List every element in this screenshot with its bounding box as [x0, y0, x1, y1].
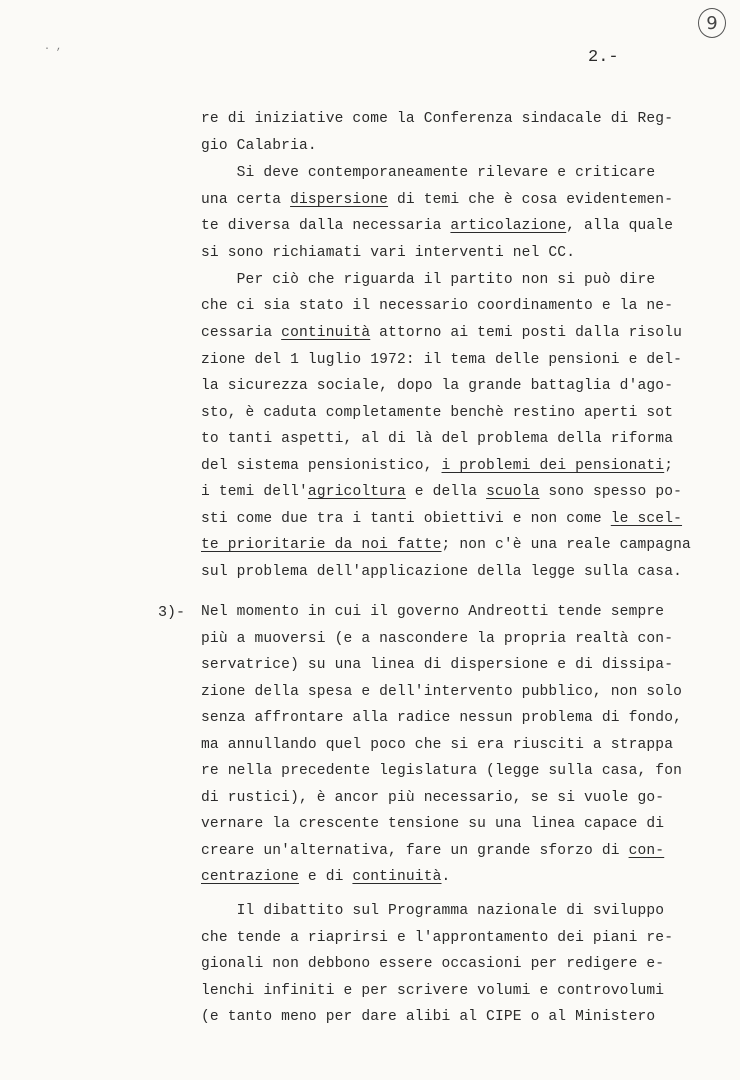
- text-line: te diversa dalla necessaria articolazione, alla quale: [201, 218, 674, 234]
- text-line: creare un'alternativa, fare un grande sforzo di con-: [201, 843, 665, 859]
- text-line: ma annullando quel poco che si era riusciti a strappa: [201, 737, 674, 753]
- text-line: Il dibattito sul Programma nazionale di sviluppo: [201, 903, 665, 919]
- text-line: che ci sia stato il necessario coordinamento e la ne-: [201, 298, 674, 314]
- text-line: sul problema dell'applicazione della legge sulla casa.: [201, 564, 683, 580]
- scan-specks: . ,: [44, 42, 63, 53]
- text-line: più a muoversi (e a nascondere la propria realtà con-: [201, 631, 674, 647]
- text-line: Si deve contemporaneamente rilevare e criticare: [201, 165, 656, 181]
- text-line: senza affrontare alla radice nessun problema di fondo,: [201, 710, 683, 726]
- text-line: di rustici), è ancor più necessario, se si vuole go-: [201, 790, 665, 806]
- text-line: to tanti aspetti, al di là del problema della riforma: [201, 431, 674, 447]
- text-line: si sono richiamati vari interventi nel CC.: [201, 245, 576, 261]
- section-number: 3)-: [158, 604, 186, 621]
- page-number: 2.-: [588, 48, 619, 67]
- text-line: zione della spesa e dell'intervento pubblico, non solo: [201, 684, 683, 700]
- text-line: sto, è caduta completamente benchè restino aperti sot: [201, 405, 674, 421]
- text-line: una certa dispersione di temi che è cosa evidentemen-: [201, 192, 674, 208]
- text-line: zione del 1 luglio 1972: il tema delle pensioni e del-: [201, 352, 683, 368]
- text-line: lenchi infiniti e per scrivere volumi e controvolumi: [201, 983, 665, 999]
- text-line: che tende a riaprirsi e l'approntamento dei piani re-: [201, 930, 674, 946]
- text-line: la sicurezza sociale, dopo la grande battaglia d'ago-: [201, 378, 674, 394]
- text-line: gionali non debbono essere occasioni per redigere e-: [201, 956, 665, 972]
- text-line: (e tanto meno per dare alibi al CIPE o al Ministero: [201, 1009, 656, 1025]
- text-line: centrazione e di continuità.: [201, 869, 451, 885]
- text-line: Nel momento in cui il governo Andreotti tende sempre: [201, 604, 665, 620]
- text-line: cessaria continuità attorno ai temi posti dalla risolu: [201, 325, 683, 341]
- text-line: gio Calabria.: [201, 138, 317, 154]
- text-line: servatrice) su una linea di dispersione e di dissipa-: [201, 657, 674, 673]
- text-line: re di iniziative come la Conferenza sindacale di Reg-: [201, 111, 674, 127]
- text-line: del sistema pensionistico, i problemi dei pensionati;: [201, 458, 674, 474]
- archive-page-number: 9: [698, 8, 726, 38]
- text-line: re nella precedente legislatura (legge sulla casa, fon: [201, 763, 683, 779]
- text-line: vernare la crescente tensione su una linea capace di: [201, 816, 665, 832]
- text-line: sti come due tra i tanti obiettivi e non come le scel-: [201, 511, 683, 527]
- text-line: i temi dell'agricoltura e della scuola sono spesso po-: [201, 484, 683, 500]
- text-line: te prioritarie da noi fatte; non c'è una reale campagna: [201, 537, 691, 553]
- text-line: Per ciò che riguarda il partito non si può dire: [201, 272, 656, 288]
